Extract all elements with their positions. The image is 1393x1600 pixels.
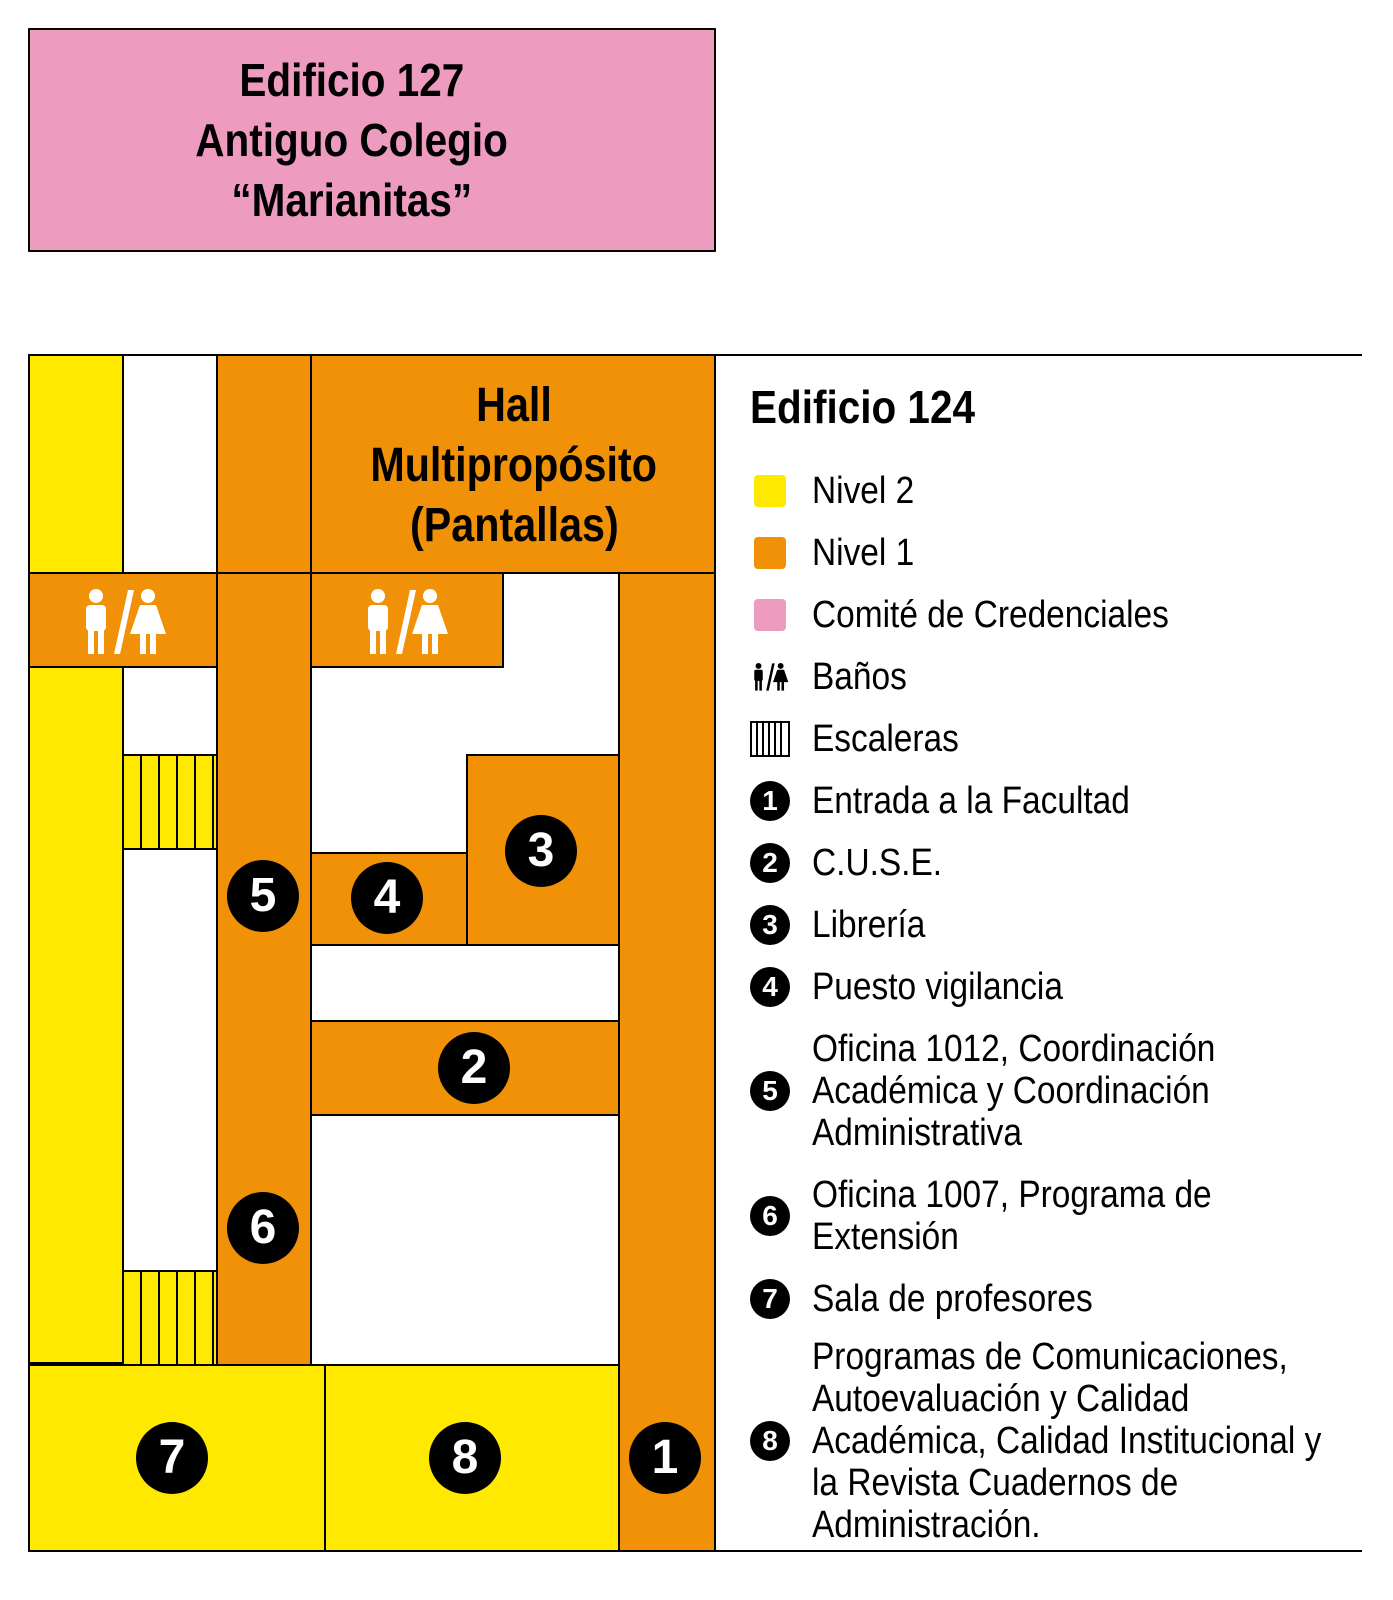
legend-label-line: la Revista Cuadernos de — [812, 1462, 1179, 1504]
legend-item-3 — [750, 904, 941, 946]
number-7-icon: 7 — [750, 1279, 790, 1319]
hall-label — [312, 356, 716, 576]
pink-swatch-icon — [754, 599, 786, 631]
number-5-icon: 5 — [750, 1071, 790, 1111]
entrance-corridor[interactable] — [618, 572, 716, 1552]
legend-label: Puesto vigilancia — [812, 966, 1063, 1008]
legend-label-line: Académica y Coordinación — [812, 1070, 1210, 1112]
building-127-block — [28, 28, 716, 252]
stairs-icon — [750, 721, 790, 757]
legend-label-line: Administrativa — [812, 1112, 1023, 1154]
stairs-lower — [122, 1270, 218, 1366]
hall-label-line3: (Pantallas) — [409, 499, 619, 552]
building-127-subtitle: Antiguo Colegio — [195, 114, 509, 166]
marker-1[interactable]: 1 — [629, 1422, 701, 1494]
legend-label: C.U.S.E. — [812, 842, 943, 884]
legend-item-6 — [750, 1174, 1266, 1258]
marker-7[interactable]: 7 — [136, 1422, 208, 1494]
building-127-nickname: “Marianitas” — [231, 174, 473, 226]
legend-title: Edificio 124 — [750, 381, 975, 433]
restroom-icon — [358, 588, 452, 656]
legend-item-4 — [750, 966, 1097, 1008]
number-2-icon: 2 — [750, 843, 790, 883]
number-4-icon: 4 — [750, 967, 790, 1007]
number-8-icon: 8 — [750, 1421, 790, 1461]
level2-left-corridor — [28, 354, 124, 1364]
legend-label-line: Programas de Comunicaciones, — [812, 1336, 1288, 1378]
legend-label: Nivel 1 — [812, 532, 915, 574]
legend-label-line: Autoevaluación y Calidad — [812, 1378, 1190, 1420]
marker-2[interactable]: 2 — [438, 1032, 510, 1104]
number-1-icon: 1 — [750, 781, 790, 821]
number-6-icon: 6 — [750, 1196, 790, 1236]
legend-item-5 — [750, 1028, 1270, 1154]
center-area — [310, 572, 620, 1366]
divider-5-top — [216, 572, 312, 574]
legend-label-line: Oficina 1007, Programa de — [812, 1174, 1212, 1216]
legend-label-line: Extensión — [812, 1216, 959, 1258]
marker-6[interactable]: 6 — [227, 1192, 299, 1264]
legend-item-comite — [750, 594, 1218, 636]
room-white-left-a — [122, 666, 218, 756]
legend-label-line: Académica, Calidad Institucional y — [812, 1420, 1322, 1462]
restroom-icon — [76, 588, 170, 656]
legend-label: Comité de Credenciales — [812, 594, 1169, 636]
legend-label — [812, 1028, 1215, 1154]
yellow-swatch-icon — [754, 475, 786, 507]
legend-label — [812, 1336, 1321, 1546]
legend-item-8 — [750, 1336, 1391, 1546]
marker-3[interactable]: 3 — [505, 815, 577, 887]
legend-label: Sala de profesores — [812, 1278, 1093, 1320]
legend-label: Baños — [812, 656, 907, 698]
legend-label: Entrada a la Facultad — [812, 780, 1130, 822]
marker-5[interactable]: 5 — [227, 860, 299, 932]
legend-label-line: Oficina 1012, Coordinación — [812, 1028, 1216, 1070]
room-white-left-b — [122, 848, 218, 1272]
legend-label-line: Administración. — [812, 1504, 1041, 1546]
legend-item-7 — [750, 1278, 1131, 1320]
legend-item-banos — [750, 656, 920, 698]
hall-label-line2: Multipropósito — [370, 439, 658, 492]
legend-item-escaleras — [750, 718, 979, 760]
legend-item-2 — [750, 842, 960, 884]
marker-8[interactable]: 8 — [429, 1422, 501, 1494]
room-white-top-left — [122, 354, 218, 574]
marker-4[interactable]: 4 — [351, 862, 423, 934]
building-127-title: Edificio 127 — [239, 54, 465, 106]
stairs-upper — [122, 754, 218, 850]
legend-item-nivel2 — [750, 470, 928, 512]
legend-label: Escaleras — [812, 718, 959, 760]
number-3-icon: 3 — [750, 905, 790, 945]
legend-label: Librería — [812, 904, 926, 946]
legend-label — [812, 1174, 1212, 1258]
hall-label-line1: Hall — [476, 379, 552, 432]
restroom-icon — [750, 660, 790, 694]
orange-swatch-icon — [754, 537, 786, 569]
legend-label: Nivel 2 — [812, 470, 915, 512]
legend-item-1 — [750, 780, 1173, 822]
legend-item-nivel1 — [750, 532, 928, 574]
